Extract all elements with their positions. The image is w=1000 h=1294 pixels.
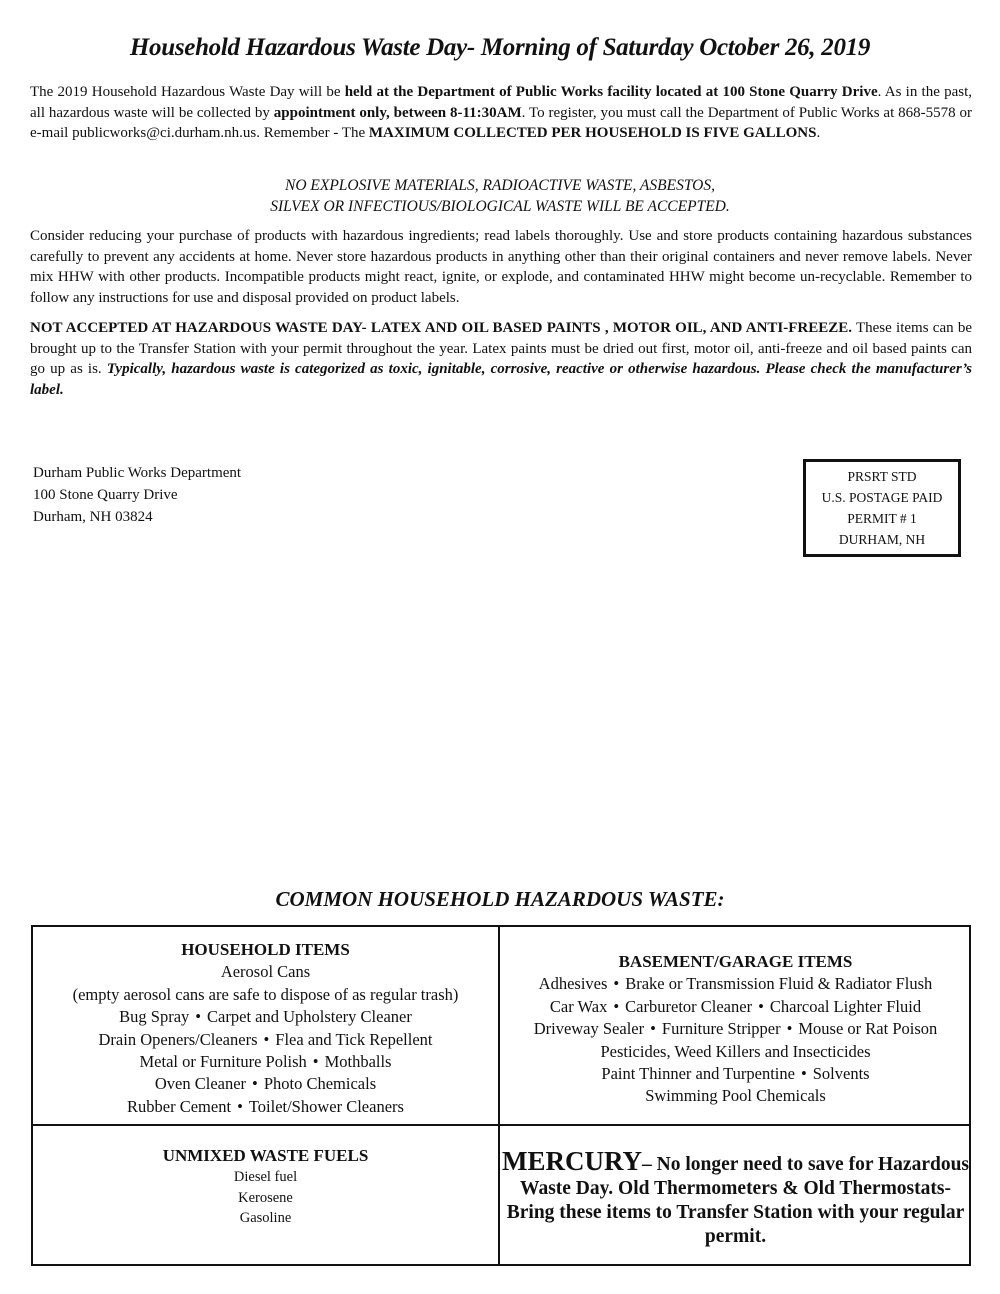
household-line: Drain Openers/Cleaners • Flea and Tick Repellent <box>98 1029 433 1049</box>
hazard-categories: Typically, hazardous waste is categorized as toxic, ignitable, corrosive, reactive or otherwise hazardous. Please check the manufacturer’s label. <box>30 361 972 398</box>
not-accepted-bold: NOT ACCEPTED AT HAZARDOUS WASTE DAY- LATEX AND OIL BASED PAINTS , MOTOR OIL, AND ANTI-FREEZE. <box>30 320 853 336</box>
basement-heading: BASEMENT/GARAGE ITEMS <box>618 952 853 971</box>
table-divider-horizontal <box>33 1124 969 1126</box>
mercury-cell <box>500 1146 971 1249</box>
bullet-separator: • <box>613 996 620 1016</box>
bullet-separator: • <box>252 1074 258 1094</box>
postage-line-1: PRSRT STD <box>847 469 917 484</box>
address-line-2: 100 Stone Quarry Drive <box>33 487 178 503</box>
household-line: Bug Spray • Carpet and Upholstery Cleaner <box>119 1007 412 1027</box>
return-address <box>33 462 241 528</box>
bullet-separator: • <box>758 996 764 1016</box>
bullet-separator: • <box>613 974 620 994</box>
fuel-item: Gasoline <box>239 1210 292 1227</box>
bullet-separator: • <box>263 1029 270 1049</box>
intro-text-3: . To register, you must call the Department of Public Works at 868-5578 or e-mail publicworks@ci.durham.nh.us. Remember - The <box>30 104 972 142</box>
household-items-cell <box>33 939 498 1118</box>
address-line-3: Durham, NH 03824 <box>33 509 153 525</box>
bullet-separator: • <box>237 1096 243 1116</box>
page-title: Household Hazardous Waste Day- Morning of Saturday October 26, 2019 <box>129 34 871 61</box>
consider-paragraph: Consider reducing your purchase of products with hazardous ingredients; read labels thoroughly. Use and store products containing hazardous substances carefully to prevent any accidents at home. Never store hazardous products in anything other than their original containers and never remove labels. Never mix HHW with other products. Incompatible products might react, ignite, or explode, and contaminated HHW might become un-recyclable. Remember to follow any instructions for use and disposal provided on product labels. <box>30 228 972 306</box>
intro-paragraph <box>30 82 972 144</box>
waste-fuels-cell <box>33 1145 498 1229</box>
basement-line: Swimming Pool Chemicals <box>645 1086 826 1106</box>
fuel-item: Diesel fuel <box>233 1169 298 1186</box>
waste-table <box>31 925 971 1266</box>
bullet-separator: • <box>800 1064 807 1084</box>
household-line: Oven Cleaner • Photo Chemicals <box>154 1074 377 1094</box>
fuel-item: Kerosene <box>238 1189 293 1206</box>
basement-items-cell <box>500 951 971 1108</box>
warning-line-2: SILVEX OR INFECTIOUS/BIOLOGICAL WASTE WILL BE ACCEPTED. <box>270 198 730 215</box>
bullet-separator: • <box>312 1052 319 1072</box>
postage-line-2: U.S. POSTAGE PAID <box>821 490 943 505</box>
intro-maximum: MAXIMUM COLLECTED PER HOUSEHOLD IS FIVE GALLONS <box>368 125 817 142</box>
bullet-separator: • <box>195 1007 202 1027</box>
mercury-text: – No longer need to save for Hazardous Waste Day. Old Thermometers & Old Thermostats- Bring these items to Transfer Station with your regular permit. <box>506 1154 969 1247</box>
postage-indicia <box>803 459 961 557</box>
intro-text-1: The 2019 Household Hazardous Waste Day will be <box>30 84 345 100</box>
postage-line-3: PERMIT # 1 <box>847 511 917 526</box>
not-accepted-text: These items can be brought up to the Transfer Station with your permit throughout the year. Latex paints must be dried out first, motor oil, anti-freeze and oil based paints can go up as is. <box>30 320 972 378</box>
household-line: Aerosol Cans <box>220 962 311 982</box>
bullet-separator: • <box>650 1019 656 1039</box>
intro-text-4: . <box>816 125 821 142</box>
basement-line: Car Wax • Carburetor Cleaner • Charcoal Lighter Fluid <box>549 996 922 1016</box>
household-heading: HOUSEHOLD ITEMS <box>181 940 350 959</box>
not-accepted-paragraph <box>30 318 972 400</box>
basement-line: Paint Thinner and Turpentine • Solvents <box>601 1064 870 1084</box>
intro-location: held at the Department of Public Works facility located at 100 Stone Quarry Drive <box>344 84 878 100</box>
intro-text-2: . As in the past, all hazardous waste will be collected by <box>30 84 972 121</box>
household-line: Metal or Furniture Polish • Mothballs <box>139 1052 392 1072</box>
basement-line: Pesticides, Weed Killers and Insecticides <box>600 1041 871 1061</box>
bullet-separator: • <box>786 1019 793 1039</box>
fuels-heading: UNMIXED WASTE FUELS <box>162 1146 369 1165</box>
household-line: Rubber Cement • Toilet/Shower Cleaners <box>127 1096 404 1116</box>
address-line-1: Durham Public Works Department <box>33 465 242 481</box>
household-line: (empty aerosol cans are safe to dispose of as regular trash) <box>72 984 459 1004</box>
mercury-heading: MERCURY <box>501 1146 643 1176</box>
intro-appointment: appointment only, between 8-11:30AM <box>273 104 522 121</box>
postage-line-4: DURHAM, NH <box>838 532 926 547</box>
not-accepted-warning <box>0 175 1000 217</box>
warning-line-1: NO EXPLOSIVE MATERIALS, RADIOACTIVE WASTE, ASBESTOS, <box>284 177 715 194</box>
basement-line: Driveway Sealer • Furniture Stripper • Mouse or Rat Poison <box>533 1019 938 1039</box>
basement-line: Adhesives • Brake or Transmission Fluid & Radiator Flush <box>538 974 933 994</box>
common-waste-heading: COMMON HOUSEHOLD HAZARDOUS WASTE: <box>275 887 725 911</box>
